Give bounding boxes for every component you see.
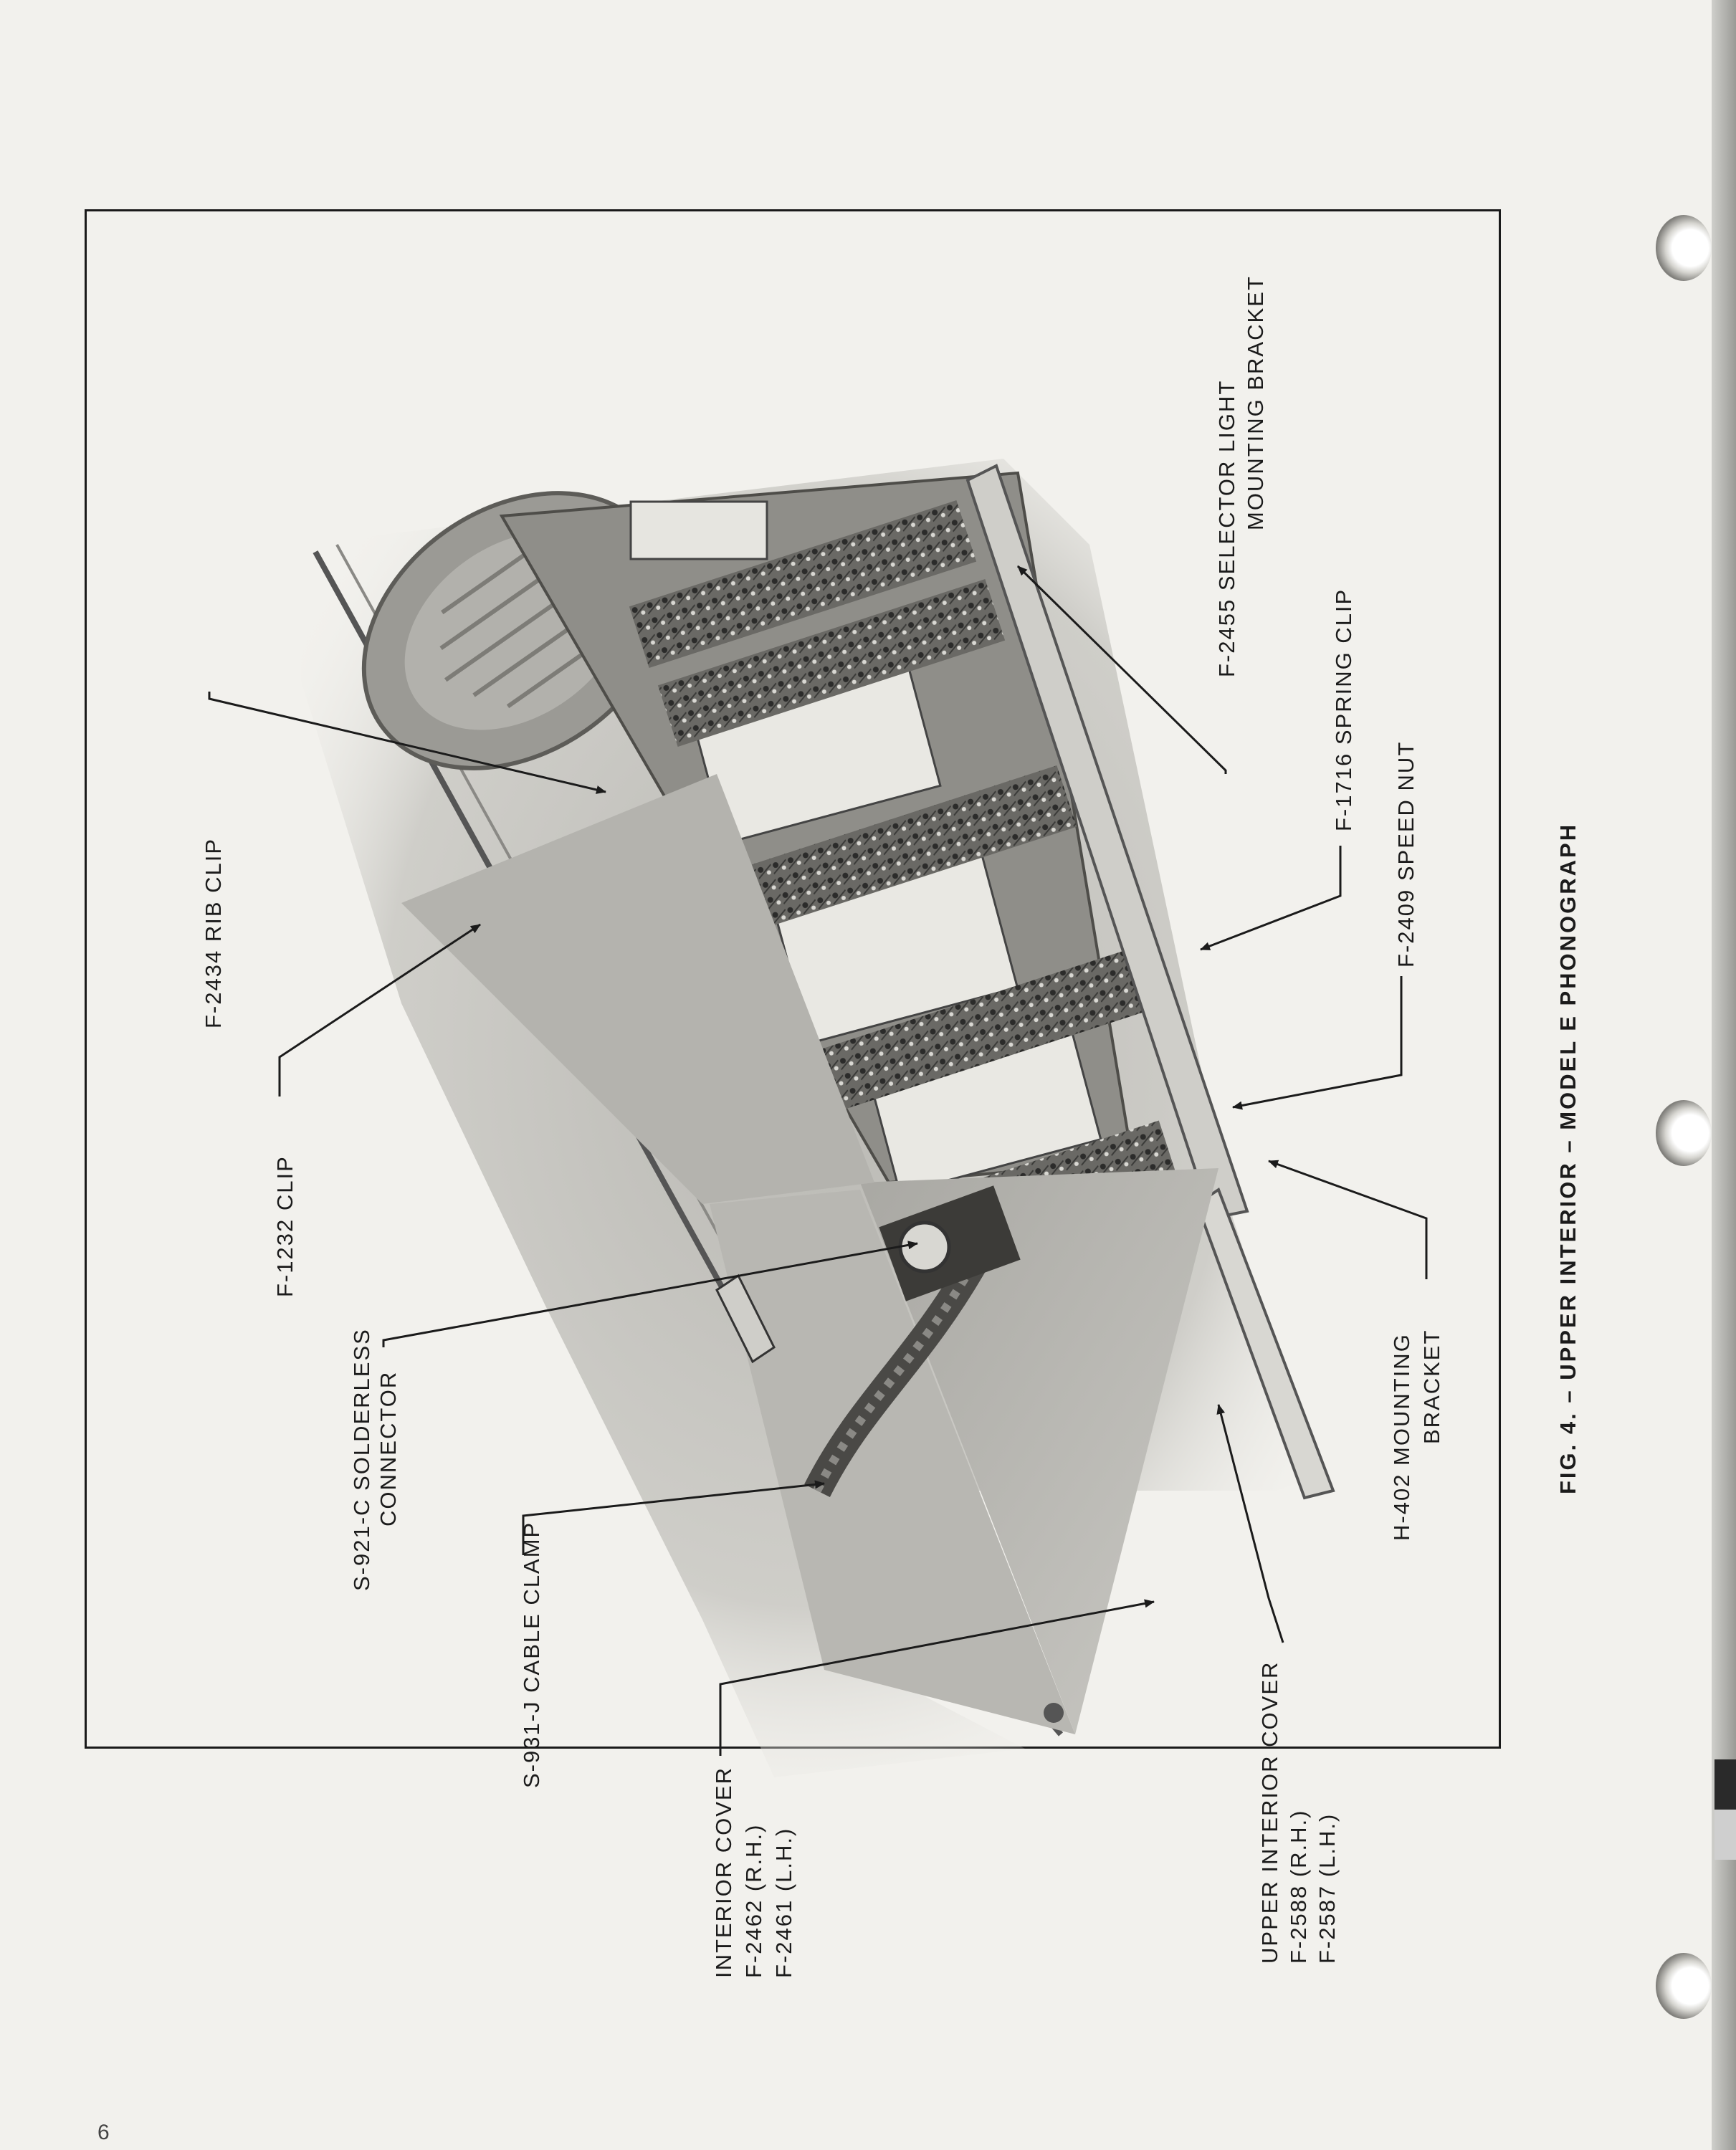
leader-spring-clip	[1201, 846, 1340, 950]
label-solderless-connector-1: S-921-C SOLDERLESS	[349, 1328, 374, 1591]
label-mounting-bracket-1: H-402 MOUNTING	[1389, 1333, 1414, 1541]
label-rib-clip: F-2434 RIB CLIP	[201, 837, 226, 1028]
label-interior-cover-3: F-2461 (L.H.)	[771, 1827, 796, 1978]
label-upper-interior-cover-3: F-2587 (L.H.)	[1315, 1812, 1340, 1964]
label-spring-clip: F-1716 SPRING CLIP	[1331, 588, 1356, 831]
label-interior-cover-2: F-2462 (R.H.)	[741, 1823, 766, 1978]
page-number: 6	[97, 2121, 110, 2144]
label-clip: F-1232 CLIP	[272, 1155, 297, 1297]
label-upper-interior-cover-1: UPPER INTERIOR COVER	[1257, 1661, 1282, 1964]
label-solderless-connector-2: CONNECTOR	[376, 1370, 401, 1526]
label-interior-cover-1: INTERIOR COVER	[711, 1767, 736, 1978]
label-speed-nut: F-2409 SPEED NUT	[1393, 740, 1418, 968]
leader-speed-nut	[1233, 976, 1401, 1107]
figure-caption: FIG. 4. – UPPER INTERIOR – MODEL E PHONOGRAPH	[1555, 822, 1580, 1494]
interior-photo	[301, 436, 1333, 1777]
label-cable-clamp: S-931-J CABLE CLAMP	[519, 1521, 544, 1788]
label-selector-light-2: MOUNTING BRACKET	[1243, 275, 1268, 530]
label-selector-light-1: F-2455 SELECTOR LIGHT	[1214, 379, 1239, 677]
label-upper-interior-cover-2: F-2588 (R.H.)	[1286, 1809, 1311, 1964]
label-mounting-bracket-2: BRACKET	[1419, 1329, 1444, 1444]
leader-mounting-bracket	[1269, 1161, 1426, 1279]
